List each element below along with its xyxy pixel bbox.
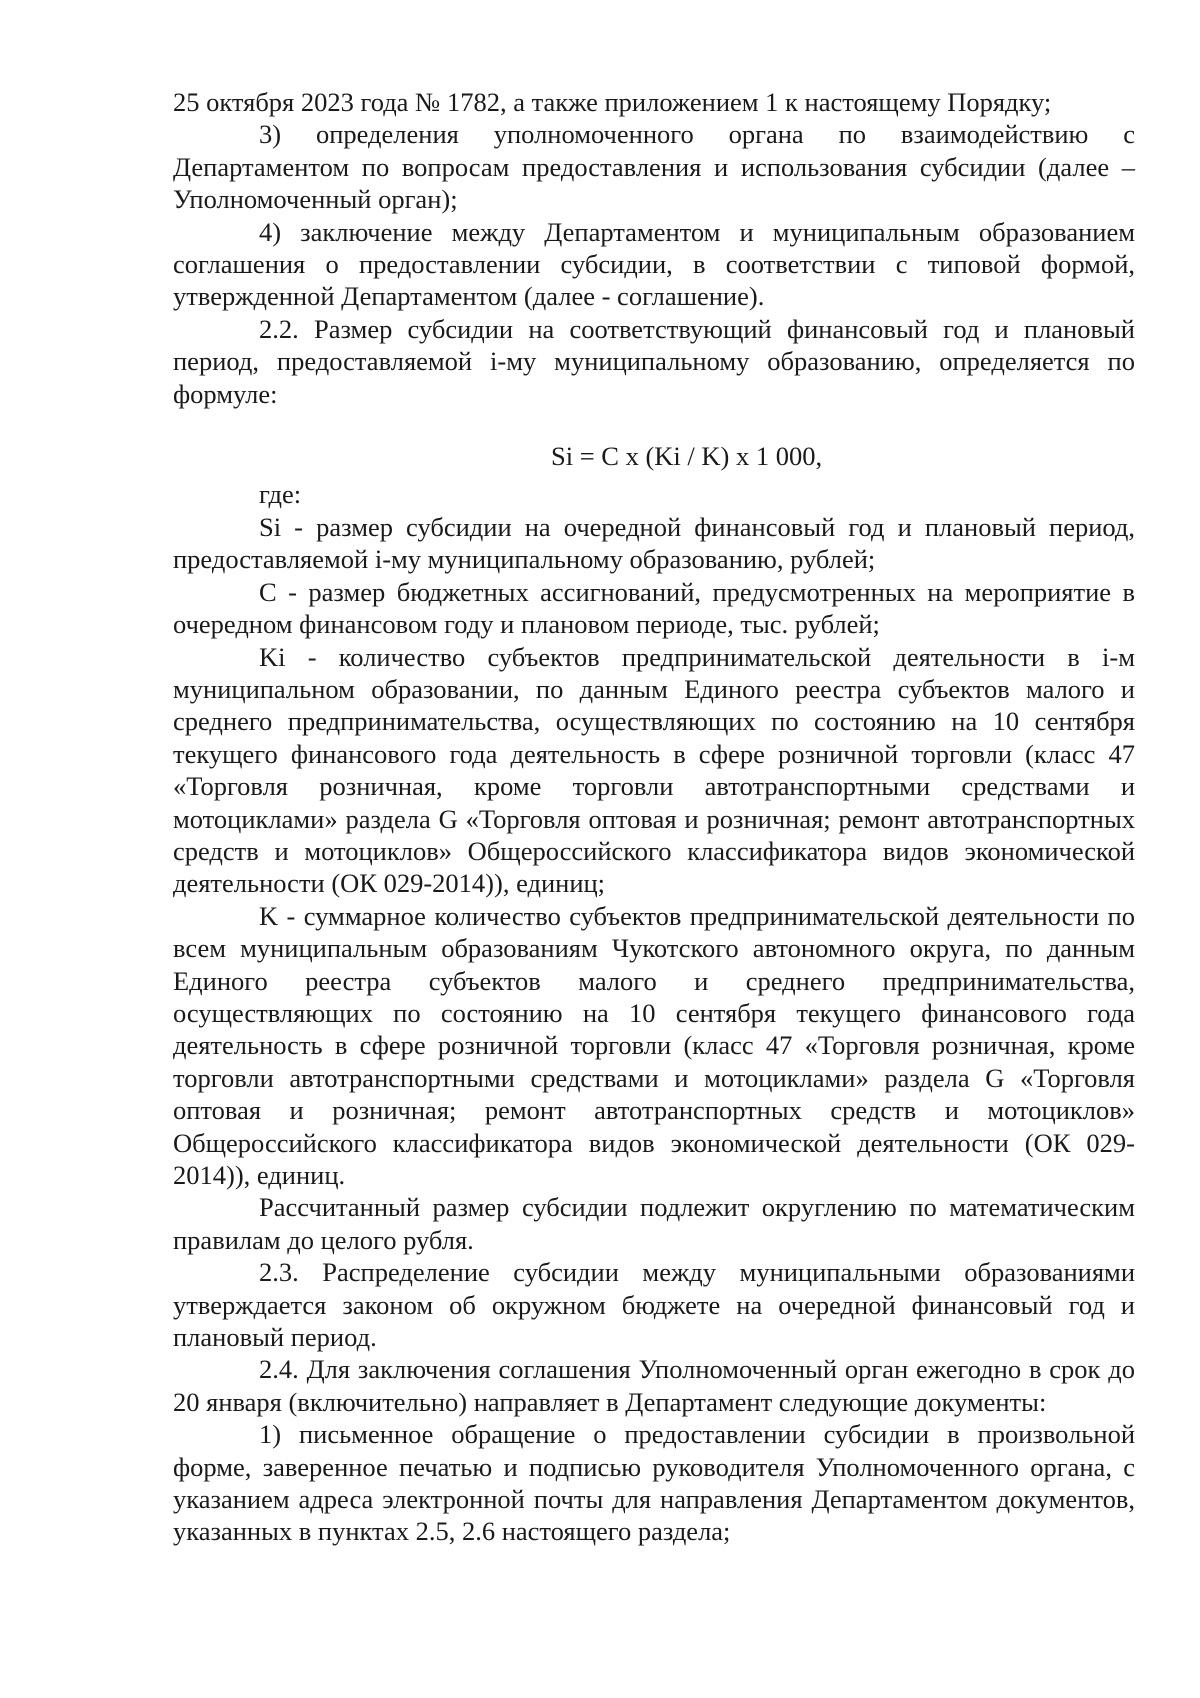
paragraph-rounding: Рассчитанный размер субсидии подлежит округлению по математическим правилам до целого рубля. [173,1192,1135,1255]
paragraph-2-2: 2.2. Размер субсидии на соответствующий финансовый год и плановый период, предоставляемой i-му муниципальному образованию, определяется по формуле: [173,313,1135,409]
paragraph-continuation: 25 октября 2023 года № 1782, а также приложением 1 к настоящему Порядку; [173,87,1052,117]
paragraph-2-4: 2.4. Для заключения соглашения Уполномоченный орган ежегодно в срок до 20 января (включительно) направляет в Департамент следующие документы: [173,1354,1135,1417]
paragraph-2-4-item-1: 1) письменное обращение о предоставлении субсидии в произвольной форме, заверенное печатью и подписью руководителя Уполномоченного органа, с указанием адреса электронной почты для направления Департаментом документов, указанных в пунктах 2.5, 2.6 настоящего раздела; [173,1419,1135,1547]
paragraph-2-3: 2.3. Распределение субсидии между муниципальными образованиями утверждается законом об окружном бюджете на очередной финансовый год и плановый период. [173,1257,1135,1353]
document-body [173,86,1135,1548]
definition-ki: Ki - количество субъектов предпринимательской деятельности в i-м муниципальном образовании, по данным Единого реестра субъектов малого и среднего предпринимательства, осуществляющих по состоянию на 10 сентября текущего финансового года деятельность в сфере розничной торговли (класс 47 «Торговля розничная, кроме торговли автотранспортными средствами и мотоциклами» раздела G «Торговля оптовая и розничная; ремонт автотранспортных средств и мотоциклов» Общероссийского классификатора видов экономической деятельности (ОК 029-2014)), единиц; [173,641,1135,899]
paragraph-where: где: [259,479,302,510]
paragraph-item-3: 3) определения уполномоченного органа по взаимодействию с Департаментом по вопросам предоставления и использования субсидии (далее – Уполномоченный орган); [173,119,1135,215]
paragraph-item-4: 4) заключение между Департаментом и муниципальным образованием соглашения о предоставлении субсидии, в соответствии с типовой формой, утвержденной Департаментом (далее - соглашение). [173,216,1135,312]
formula: Si = C x (Ki / K) x 1 000, [551,441,823,472]
definition-k: K - суммарное количество субъектов предпринимательской деятельности по всем муниципальным образованиям Чукотского автономного округа, по данным Единого реестра субъектов малого и среднего предпринимательства, осуществляющих по состоянию на 10 сентября текущего финансового года деятельность в сфере розничной торговли (класс 47 «Торговля розничная, кроме торговли автотранспортными средствами и мотоциклами» раздела G «Торговля оптовая и розничная; ремонт автотранспортных средств и мотоциклов» Общероссийского классификатора видов экономической деятельности (ОК 029-2014)), единиц. [173,900,1135,1190]
definition-si: Si - размер субсидии на очередной финансовый год и плановый период, предоставляемой i-му муниципальному образованию, рублей; [173,511,1135,575]
definition-c: C - размер бюджетных ассигнований, предусмотренных на мероприятие в очередном финансовом году и плановом периоде, тыс. рублей; [173,576,1135,640]
